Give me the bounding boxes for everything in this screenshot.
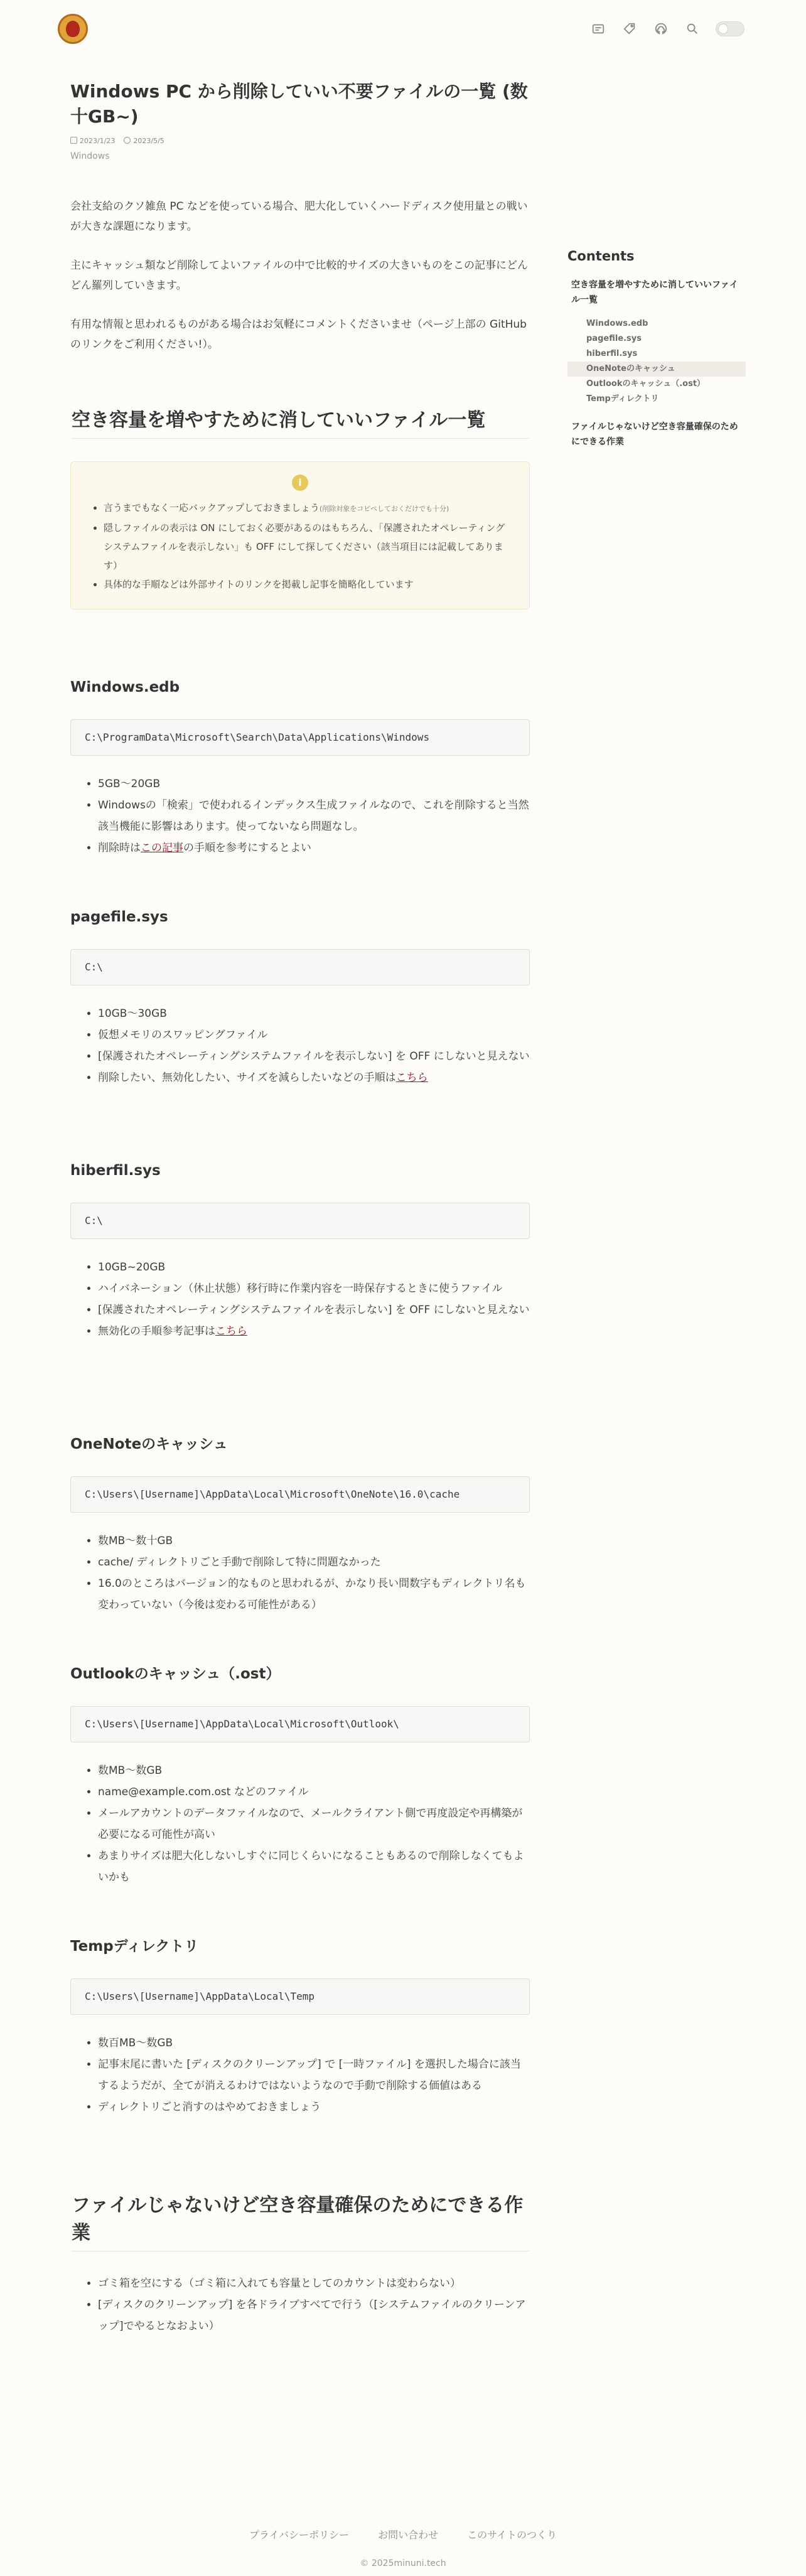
code-block[interactable]: C:\ [70,949,530,985]
site-logo[interactable] [58,14,88,44]
tags-icon[interactable] [621,21,638,37]
footer-link-privacy[interactable]: プライバシーポリシー [249,2529,350,2541]
toc-item[interactable]: Windows.edb [586,319,648,328]
intro-paragraph: 主にキャッシュ類など削除してよいファイルの中で比較的サイズの大きいものをこの記事にどんどん羅列していきます。 [70,259,528,292]
article-link[interactable]: こちら [215,1325,247,1338]
toc-item[interactable]: hiberfil.sys [586,349,638,358]
list-item: • 10GB〜30GB [98,1003,530,1024]
list-item: • 数MB〜数十GB [98,1530,530,1552]
intro-paragraph: 有用な情報と思われるものがある場合はお気軽にコメントくださいませ（ページ上部の GitHub のリンクをご利用ください!）。 [70,318,527,351]
list-item: • 仮想メモリのスワッピングファイル [98,1024,530,1046]
github-icon[interactable] [653,21,669,37]
subsection-heading: pagefile.sys [70,909,168,925]
subsection-heading: hiberfil.sys [70,1162,161,1179]
list-item: • 言うまでもなく一応バックアップしておきましょう(削除対象をコピペしておくだけでも十分) [104,498,510,518]
subsection-heading: Tempディレクトリ [70,1938,199,1955]
toc-item[interactable]: 空き容量を増やすために消していいファイル一覧 [571,280,738,305]
page-title: Windows PC から削除していい不要ファイルの一覧 (数十GB~) [70,81,528,127]
list-item: • [保護されたオペレーティングシステムファイルを表示しない] を OFF にしないと見えない [98,1046,530,1067]
list-item: • name@example.com.ost などのファイル [98,1781,530,1803]
info-box [70,461,530,609]
toc-item[interactable]: Outlookのキャッシュ（.ost） [586,379,706,389]
list-item: • 削除したい、無効化したい、サイズを減らしたいなどの手順はこちら [98,1067,530,1088]
article-meta [70,137,530,145]
article [70,79,530,373]
toc-item[interactable]: pagefile.sys [586,334,642,343]
list-item: • 削除時はこの記事の手順を参考にするとよい [98,837,530,859]
subsection-heading: OneNoteのキャッシュ [70,1436,228,1452]
list-item: • Windowsの「検索」で使われるインデックス生成ファイルなので、これを削除すると当然該当機能に影響はあります。使ってないなら問題なし。 [98,795,530,837]
theme-toggle[interactable] [716,21,744,36]
article-tag[interactable]: Windows [70,151,110,161]
code-block[interactable]: C:\Users\[Username]\AppData\Local\Temp [70,1978,530,2015]
edit-icon [70,137,77,144]
list-item: • 隠しファイルの表示は ON にしておく必要があるのはもちろん、「保護されたオペレーティングシステムファイルを表示しない」も OFF にして探してください（該当項目には記載してあります） [104,518,510,575]
toc-title: Contents [567,249,635,264]
search-icon[interactable] [684,21,701,37]
intro-paragraph: 会社支給のクソ雑魚 PC などを使っている場合、肥大化していくハードディスク使用量との戦いが大きな課題になります。 [70,200,528,233]
code-block[interactable]: C:\Users\[Username]\AppData\Local\Microsoft\Outlook\ [70,1706,530,1742]
updated-date: 2023/5/5 [124,137,164,145]
toc-item[interactable]: Tempディレクトリ [586,394,659,404]
list-item: • [ディスクのクリーンアップ] を各ドライブすべてで行う（[システムファイルのクリーンアップ]でやるとなおよい） [98,2294,530,2337]
table-of-contents [567,249,746,449]
code-block[interactable]: C:\Users\[Username]\AppData\Local\Microsoft\OneNote\16.0\cache [70,1476,530,1513]
list-item: • 10GB~20GB [98,1257,530,1278]
section-heading: 空き容量を増やすために消していいファイル一覧 [72,407,530,439]
footer-link-about[interactable]: このサイトのつくり [467,2529,557,2541]
copyright: © 2025minuni.tech [360,2558,446,2568]
list-item: • ディレクトリごと消すのはやめておきましょう [98,2096,530,2118]
list-item: • 数百MB〜数GB [98,2032,530,2054]
subsection-heading: Windows.edb [70,679,180,695]
list-item: • 記事末尾に書いた [ディスクのクリーンアップ] で [一時ファイル] を選択した場合に該当するようだが、全てが消えるわけではないようなので手動で削除する価値はある [98,2054,530,2096]
info-icon: i [292,475,308,491]
list-item: • 5GB〜20GB [98,773,530,795]
article-link[interactable]: この記事 [141,842,183,854]
list-item: • 16.0のところはバージョン的なものと思われるが、かなり長い間数字もディレクトリ名も変わっていない（今後は変わる可能性がある） [98,1573,530,1616]
code-block[interactable]: C:\ProgramData\Microsoft\Search\Data\Applications\Windows [70,719,530,756]
list-item: • 具体的な手順などは外部サイトのリンクを掲載し記事を簡略化しています [104,575,510,594]
list-item: • [保護されたオペレーティングシステムファイルを表示しない] を OFF にしないと見えない [98,1299,530,1321]
footer-links [0,2527,806,2541]
toc-item[interactable]: ファイルじゃないけど空き容量確保のためにできる作業 [571,422,738,447]
created-date: 2023/1/23 [70,137,115,145]
site-header [0,0,806,58]
list-item: • 無効化の手順参考記事はこちら [98,1321,530,1342]
list-item: • 数MB〜数GB [98,1760,530,1781]
list-item: • ハイバネーション（休止状態）移行時に作業内容を一時保存するときに使うファイル [98,1278,530,1299]
article-link[interactable]: こちら [395,1071,428,1084]
footer-link-contact[interactable]: お問い合わせ [378,2529,439,2541]
code-block[interactable]: C:\ [70,1203,530,1239]
list-item: • ゴミ箱を空にする（ゴミ箱に入れても容量としてのカウントは変わらない） [98,2273,530,2294]
rss-icon[interactable] [590,21,606,37]
list-item: • cache/ ディレクトリごと手動で削除して特に問題なかった [98,1552,530,1573]
section-heading: ファイルじゃないけど空き容量確保のためにできる作業 [72,2192,530,2251]
list-item: • メールアカウントのデータファイルなので、メールクライアント側で再度設定や再構築が必要になる可能性が高い [98,1803,530,1845]
intro [70,196,530,355]
subsection-heading: Outlookのキャッシュ（.ost） [70,1666,281,1682]
list-item: • あまりサイズは肥大化しないしすぐに同じくらいになることもあるので削除しなくてもよいかも [98,1845,530,1888]
toc-item-active[interactable]: OneNoteのキャッシュ [567,362,746,377]
refresh-icon [124,137,131,144]
